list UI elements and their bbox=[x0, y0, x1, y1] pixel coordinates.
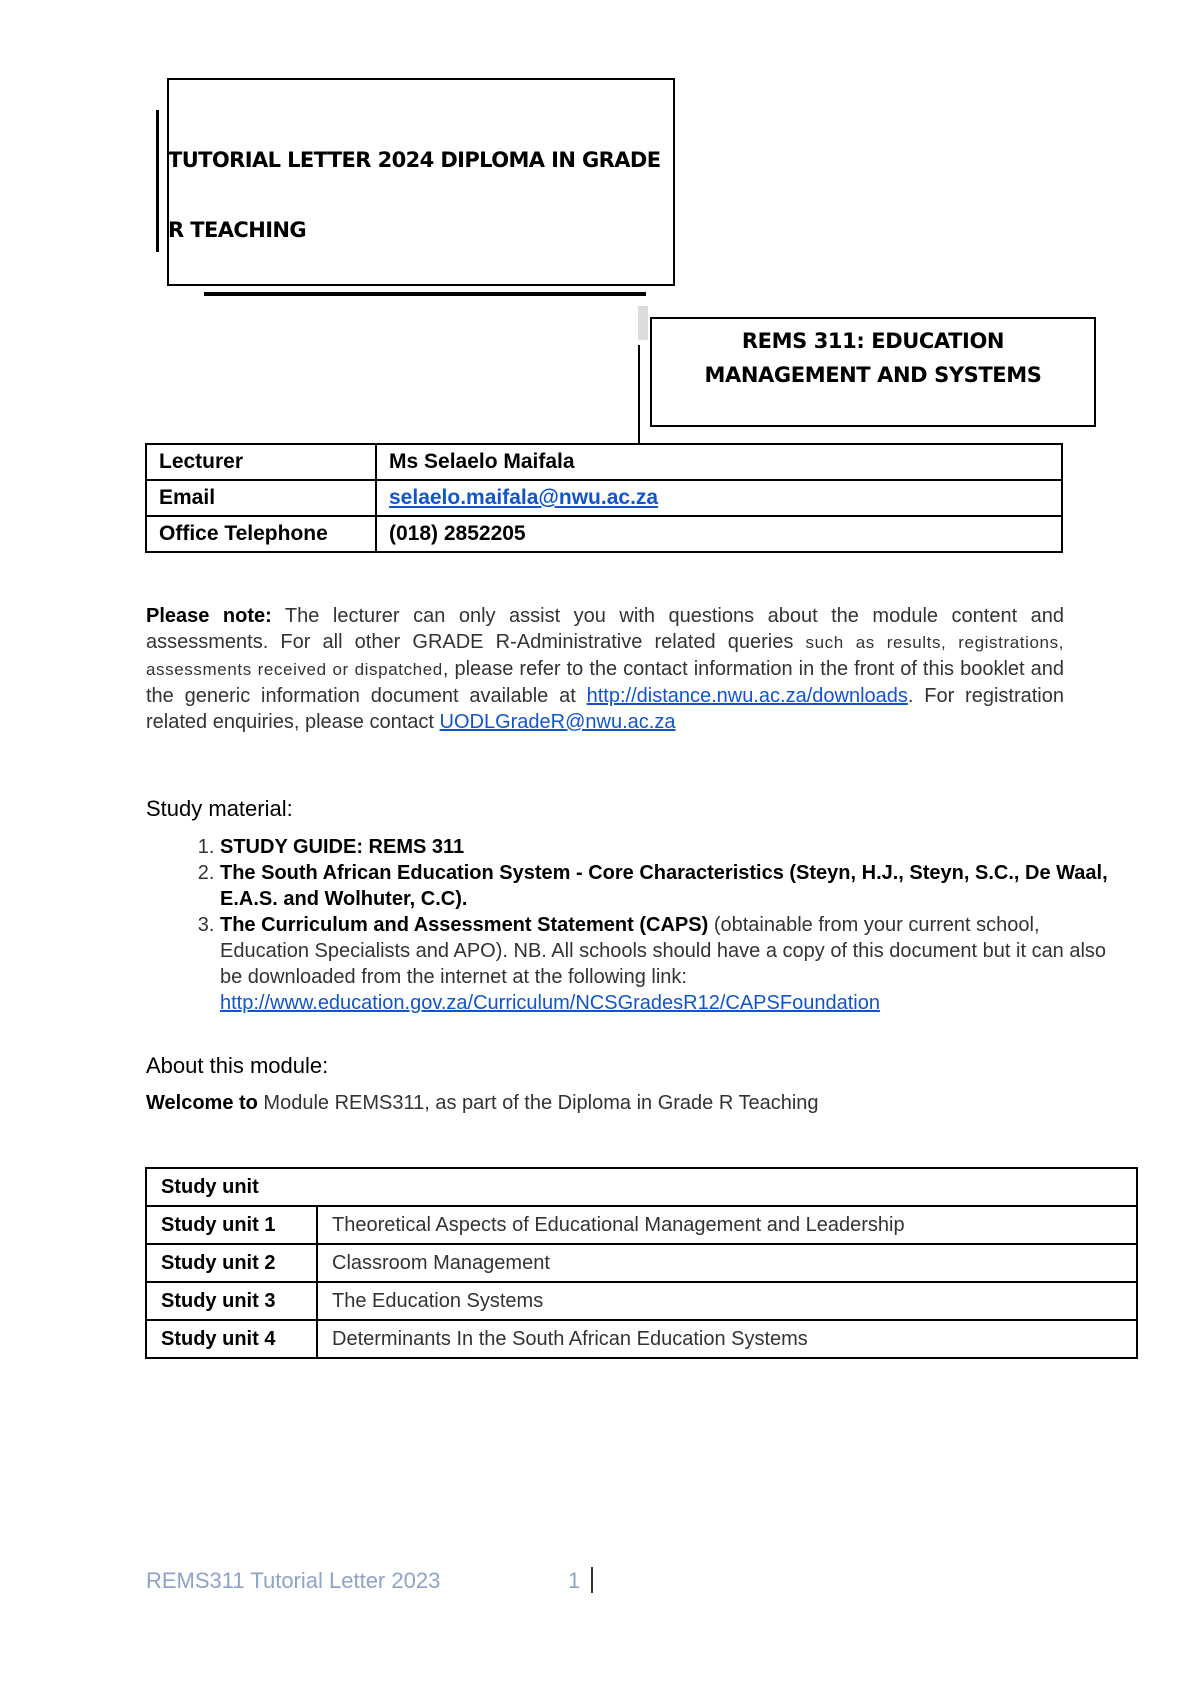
module-left-rule bbox=[638, 345, 640, 445]
lecturer-email-link[interactable]: selaelo.maifala@nwu.ac.za bbox=[389, 486, 659, 509]
table-row bbox=[146, 1320, 1137, 1358]
unit-title: Classroom Management bbox=[317, 1244, 1137, 1282]
unit-title: Theoretical Aspects of Educational Management and Leadership bbox=[317, 1206, 1137, 1244]
table-row bbox=[146, 1244, 1137, 1282]
office-telephone: (018) 2852205 bbox=[376, 516, 1062, 552]
table-row bbox=[146, 444, 1062, 480]
note-text-small: such as results, registrations, assessments received or dispatched bbox=[146, 633, 1064, 679]
contact-label-email: Email bbox=[146, 480, 376, 516]
downloads-link[interactable]: http://distance.nwu.ac.za/downloads bbox=[586, 685, 908, 707]
page-number-rule bbox=[591, 1567, 593, 1593]
table-row bbox=[146, 516, 1062, 552]
please-note-paragraph bbox=[146, 603, 1064, 735]
material-1: STUDY GUIDE: REMS 311 bbox=[220, 836, 465, 858]
module-title-box bbox=[650, 317, 1096, 427]
unit-title: The Education Systems bbox=[317, 1282, 1137, 1320]
note-text-1: The lecturer can only assist you with questions about the module content and assessments. For all other GRADE R-Administrative related queries bbox=[146, 605, 1065, 653]
study-material-heading: Study material: bbox=[146, 796, 293, 821]
material-3-title: The Curriculum and Assessment Statement (CAPS) bbox=[220, 914, 709, 936]
unit-label: Study unit 1 bbox=[146, 1206, 317, 1244]
welcome-body: Module REMS311, as part of the Diploma in Grade R Teaching bbox=[257, 1092, 819, 1114]
module-title-line-1: REMS 311: EDUCATION bbox=[741, 329, 1005, 353]
contact-label-lecturer: Lecturer bbox=[146, 444, 376, 480]
contact-table bbox=[145, 443, 1063, 553]
table-row bbox=[146, 1206, 1137, 1244]
table-row bbox=[146, 480, 1062, 516]
table-header-row bbox=[146, 1168, 1137, 1206]
document-title-line-2: R TEACHING bbox=[168, 218, 307, 242]
lecturer-name: Ms Selaelo Maifala bbox=[376, 444, 1062, 480]
unit-title: Determinants In the South African Education Systems bbox=[317, 1320, 1137, 1358]
study-units-table bbox=[145, 1167, 1138, 1359]
caps-link[interactable]: http://www.education.gov.za/Curriculum/NCSGradesR12/CAPSFoundation bbox=[220, 992, 880, 1014]
study-unit-header: Study unit bbox=[146, 1168, 1137, 1206]
registration-email-link[interactable]: UODLGradeR@nwu.ac.za bbox=[439, 711, 676, 733]
footer-text: REMS311 Tutorial Letter 2023 bbox=[146, 1568, 441, 1593]
contact-label-phone: Office Telephone bbox=[146, 516, 376, 552]
material-3-text: (obtainable from your current school, Education Specialists and APO). NB. All schools should have a copy of this document but it can also be downloaded from the internet at the following link: bbox=[220, 914, 1107, 988]
module-marker bbox=[638, 306, 648, 340]
list-item bbox=[220, 912, 1120, 1016]
title-left-rule bbox=[156, 110, 159, 252]
document-title-line-1: TUTORIAL LETTER 2024 DIPLOMA IN GRADE bbox=[168, 148, 661, 172]
table-row bbox=[146, 1282, 1137, 1320]
welcome-lead: Welcome to bbox=[146, 1092, 258, 1114]
title-underline bbox=[204, 292, 646, 296]
material-2: The South African Education System - Core Characteristics (Steyn, H.J., Steyn, S.C., De Waal, E.A.S. and Wolhuter, C.C). bbox=[220, 862, 1108, 910]
unit-label: Study unit 3 bbox=[146, 1282, 317, 1320]
module-title-line-2: MANAGEMENT AND SYSTEMS bbox=[704, 363, 1042, 387]
about-module-heading: About this module: bbox=[146, 1053, 329, 1078]
list-item bbox=[220, 834, 1120, 860]
email-cell bbox=[376, 480, 1062, 516]
page-number: 1 bbox=[568, 1568, 581, 1593]
list-item bbox=[220, 860, 1120, 912]
note-text-2: , please refer to the contact information in the front of this booklet and the generic information document available at bbox=[146, 658, 1064, 707]
title-box bbox=[167, 78, 675, 286]
note-lead: Please note: bbox=[146, 605, 272, 627]
study-material-list bbox=[176, 834, 1120, 1016]
welcome-text bbox=[146, 1092, 819, 1115]
unit-label: Study unit 2 bbox=[146, 1244, 317, 1282]
note-text-3: . For registration related enquiries, please contact bbox=[146, 685, 1064, 733]
unit-label: Study unit 4 bbox=[146, 1320, 317, 1358]
